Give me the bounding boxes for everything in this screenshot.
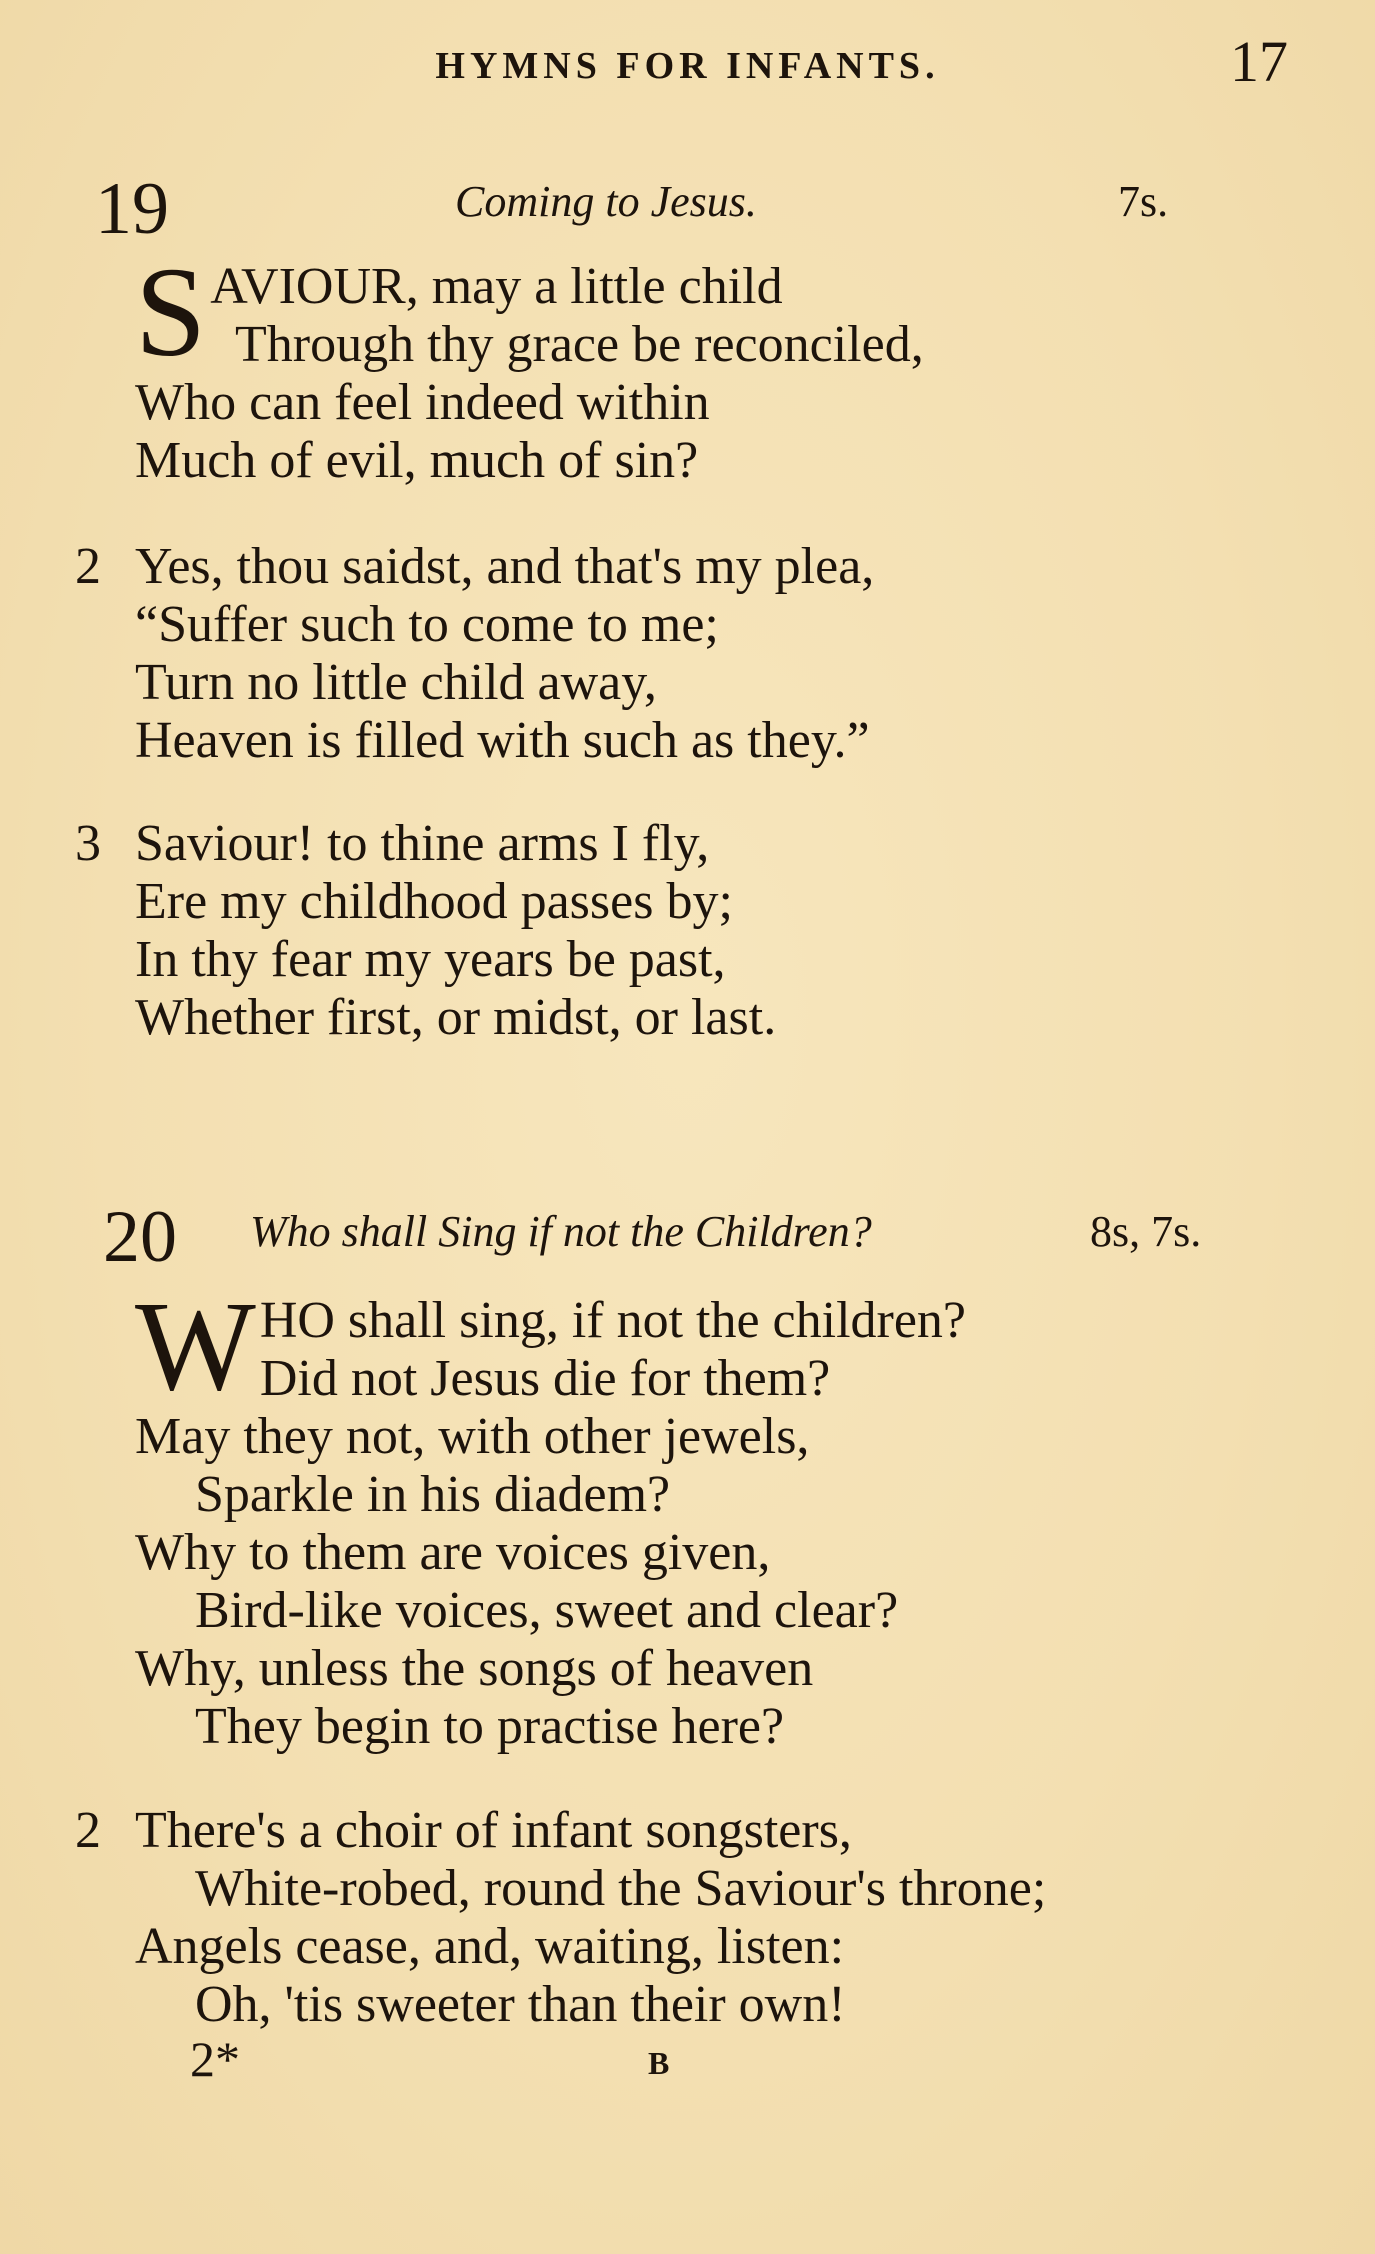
verse-line: Why to them are voices given, [135,1524,771,1581]
verse-line: AVIOUR, may a little child [210,258,783,315]
running-head: HYMNS FOR INFANTS. [435,45,940,87]
verse-line: Who can feel indeed within [135,374,710,431]
hymn-20-number: 20 [103,1196,177,1278]
verse-line: Saviour! to thine arms I fly, [135,815,710,872]
stanza-number: 2 [75,538,101,595]
page-number: 17 [1230,29,1288,94]
verse-line: Turn no little child away, [135,654,657,711]
signature: 2* [190,2031,240,2087]
verse-line: Sparkle in his diadem? [195,1466,671,1523]
hymn-19-meter: 7s. [1118,177,1169,226]
verse-line: Yes, thou saidst, and that's my plea, [135,538,875,595]
dropcap-w: W [135,1275,256,1417]
verse-line: There's a choir of infant songsters, [135,1802,852,1859]
hymn-19-stanza-2 [75,538,875,770]
hymn-19-number: 19 [95,168,169,250]
verse-line: Bird-like voices, sweet and clear? [195,1582,899,1639]
stanza-number: 2 [75,1802,101,1859]
dropcap-s: S [135,241,207,383]
stanza-number: 3 [75,815,101,872]
hymn-20-meter: 8s, 7s. [1090,1207,1202,1256]
verse-line: May they not, with other jewels, [135,1408,810,1465]
verse-line: Why, unless the songs of heaven [135,1640,814,1697]
verse-line: Did not Jesus die for them? [259,1350,831,1407]
verse-line: Oh, 'tis sweeter than their own! [195,1976,846,2033]
hymn-20-stanza-1 [135,1275,967,1756]
hymn-19-stanza-1 [135,241,924,490]
verse-line: Through thy grace be reconciled, [235,316,924,373]
verse-line: Much of evil, much of sin? [135,432,699,489]
verse-line: White-robed, round the Saviour's throne; [195,1860,1047,1917]
signature-mark: B [648,2045,670,2081]
verse-line: Heaven is filled with such as they.” [135,712,870,769]
hymn-20-stanza-2 [75,1802,1047,2034]
verse-line: HO shall sing, if not the children? [259,1292,967,1349]
verse-line: Ere my childhood passes by; [135,873,733,930]
verse-line: Whether first, or midst, or last. [135,989,777,1046]
hymn-20-title: Who shall Sing if not the Children? [250,1207,872,1256]
verse-line: They begin to practise here? [195,1698,785,1755]
verse-line: Angels cease, and, waiting, listen: [135,1918,845,1975]
hymn-19-stanza-3 [75,815,777,1047]
verse-line: In thy fear my years be past, [135,931,726,988]
hymn-19-title: Coming to Jesus. [455,177,757,226]
verse-line: “Suffer such to come to me; [135,596,719,653]
